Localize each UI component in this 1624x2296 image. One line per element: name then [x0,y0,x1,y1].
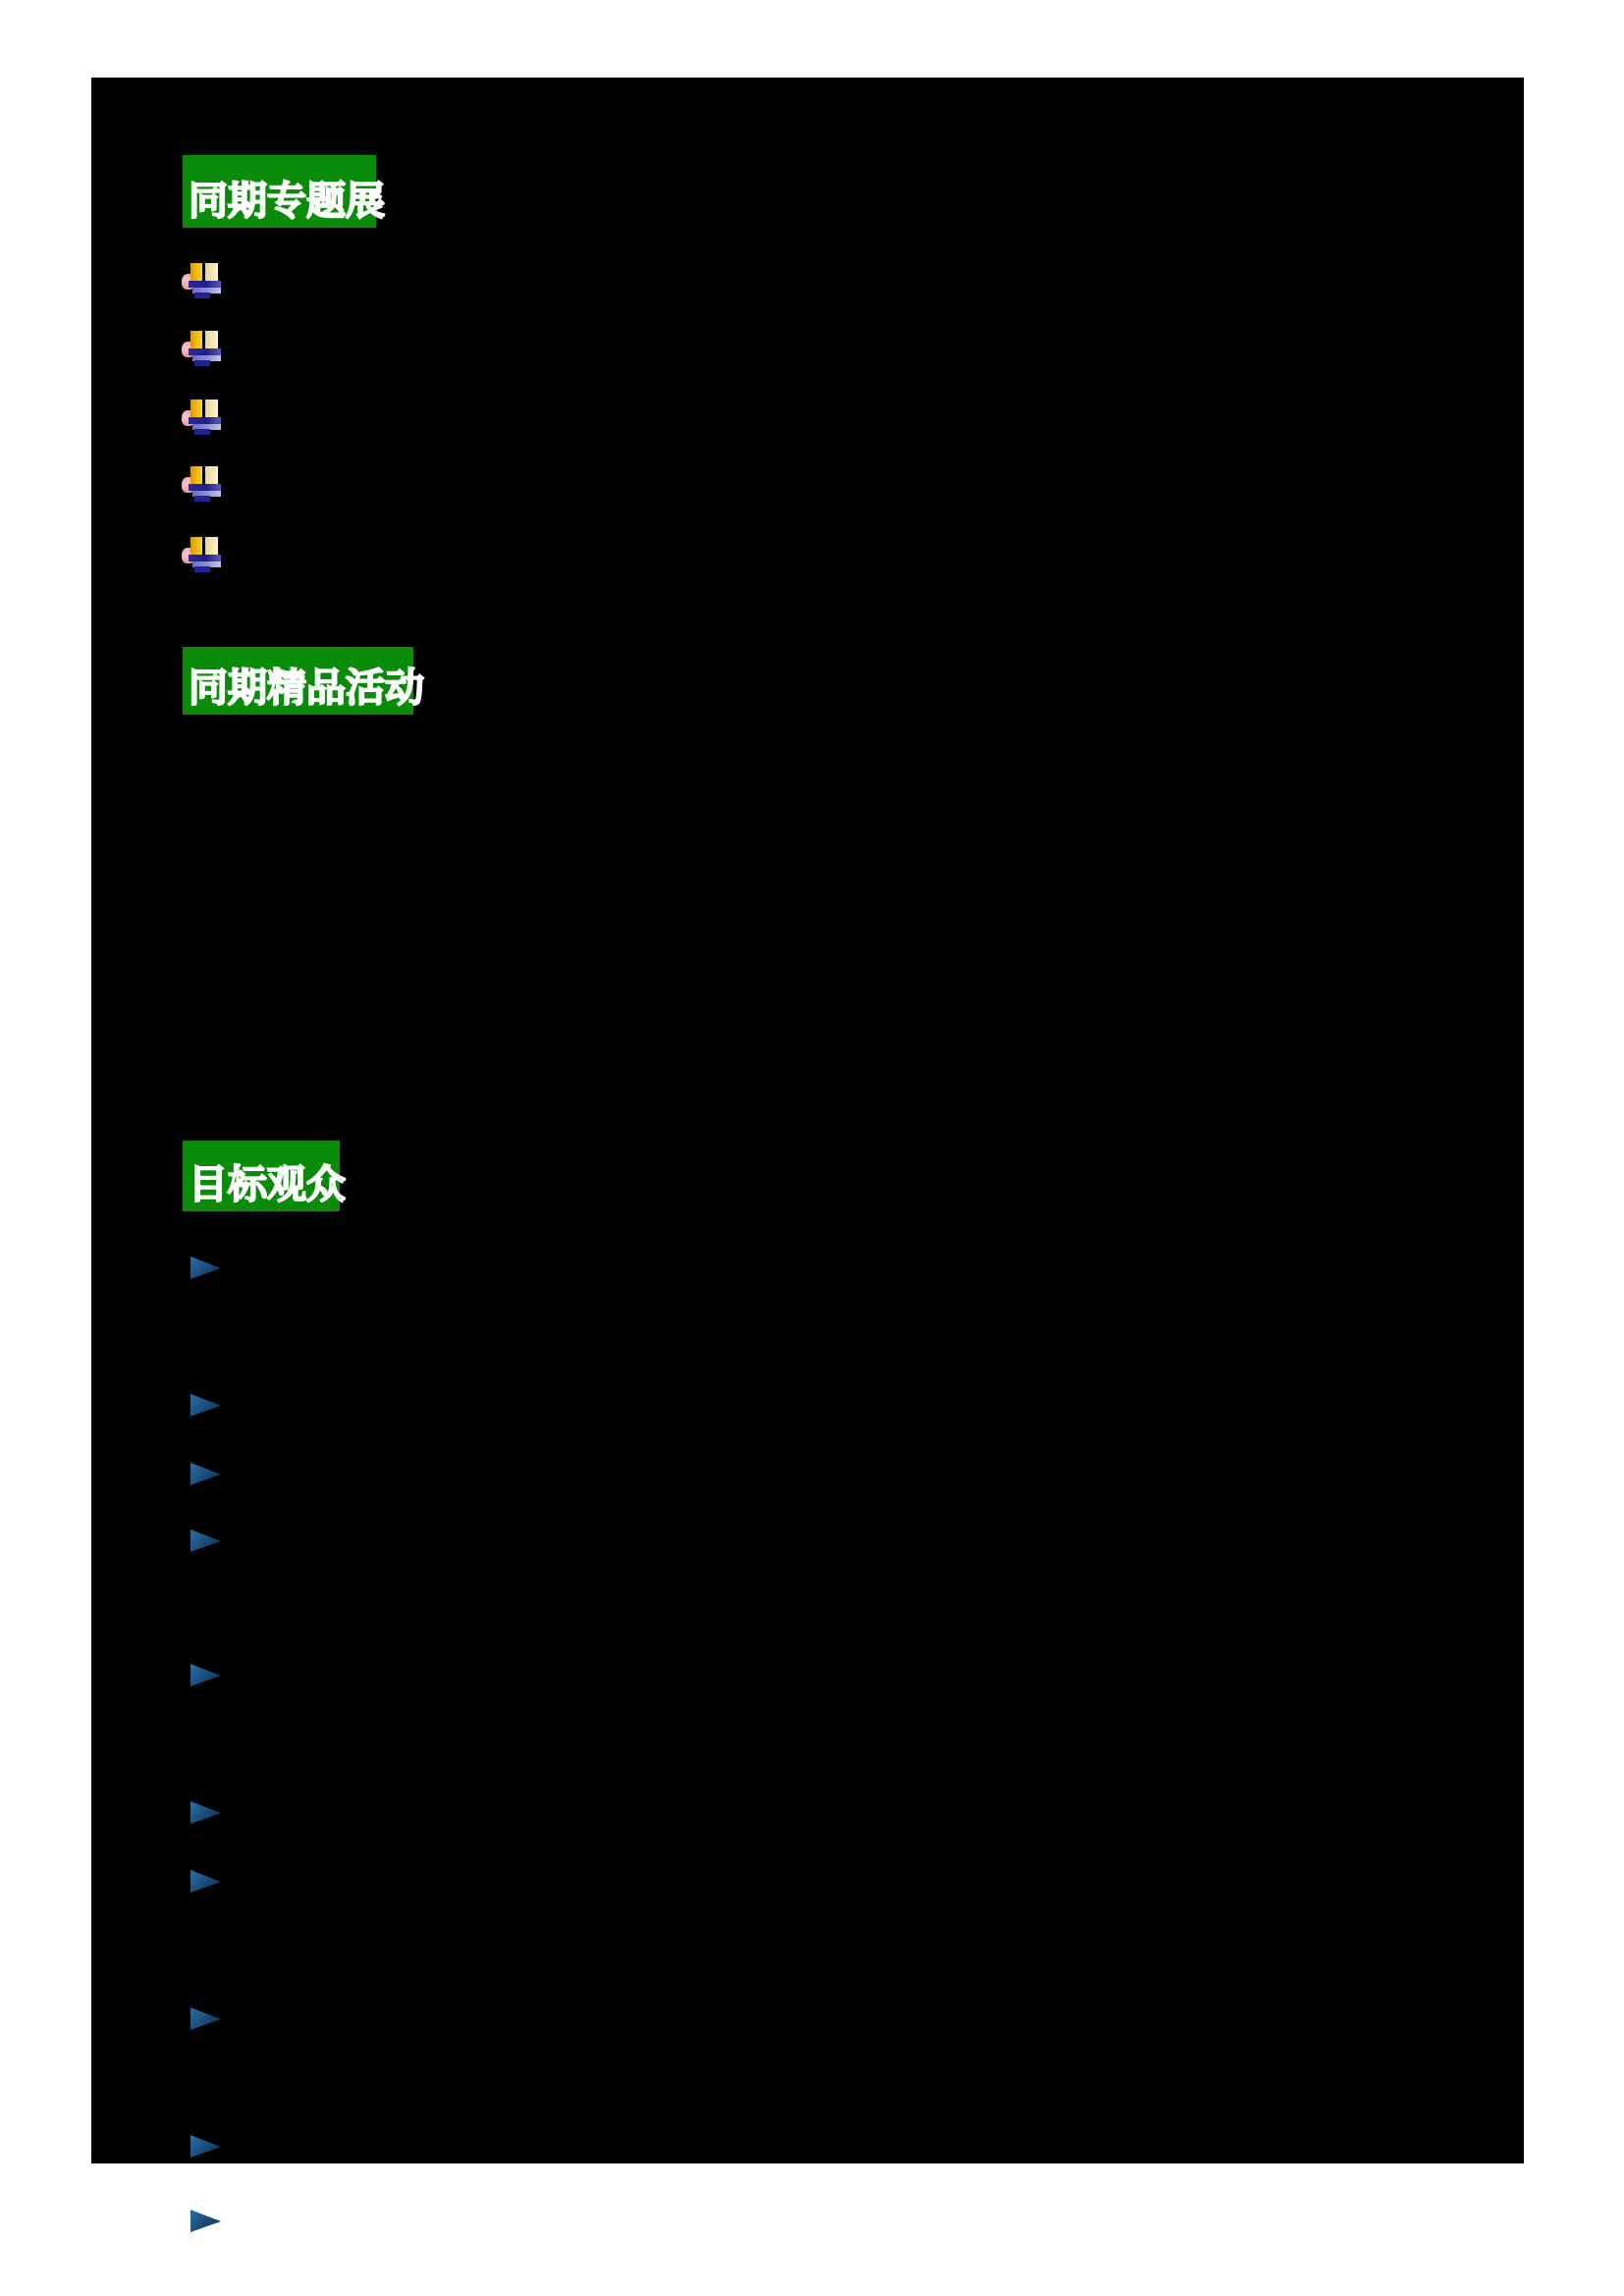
triangle-bullet-icon [190,2135,221,2158]
content-area [91,78,1524,2163]
books-icon [182,400,223,435]
triangle-bullet-icon [190,2210,221,2232]
books-icon-navy-part [189,484,221,491]
books-icon-navy-part [189,417,221,424]
triangle-bullet-icon [190,1801,221,1824]
books-icon-navy2-part [194,293,210,298]
section-header-concurrent-events [183,647,424,715]
triangle-bullet-icon [190,1463,221,1485]
books-icon [182,537,223,572]
section-title: 同期专题展 [189,180,385,223]
books-icon [182,466,223,502]
books-icon-navy2-part [194,360,210,366]
books-icon-navy2-part [194,429,210,435]
triangle-bullet-icon [190,1529,221,1552]
books-icon [182,263,223,298]
books-icon-navy-part [189,555,221,561]
section-title: 目标观众 [189,1163,346,1206]
books-icon-navy2-part [194,566,210,572]
triangle-bullet-icon [190,1394,221,1416]
books-icon-navy-part [189,348,221,355]
triangle-bullet-icon [190,1664,221,1686]
triangle-bullet-icon [190,1870,221,1893]
section-header-concurrent-exhibitions [183,155,385,228]
books-icon-navy-part [189,281,221,288]
section-header-target-audience [183,1141,346,1211]
triangle-bullet-icon [190,2007,221,2030]
section-title: 同期精品活动 [189,667,424,710]
triangle-bullet-icon [190,1256,221,1279]
books-icon-navy2-part [194,496,210,502]
books-icon [182,331,223,366]
